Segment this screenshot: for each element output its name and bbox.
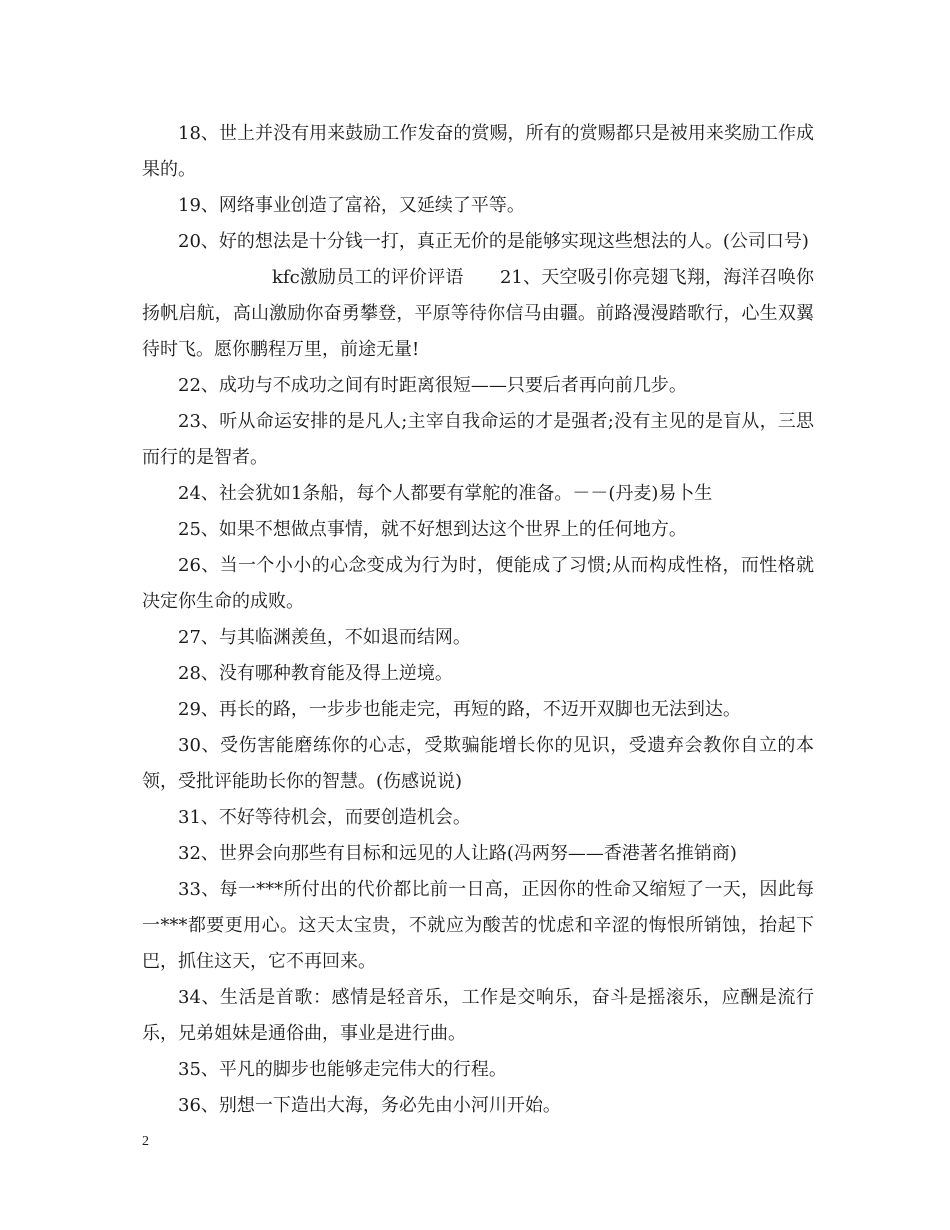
paragraph-33: 33、每一***所付出的代价都比前一日高，正因你的性命又缩短了一天，因此每一***都要更用心。这天太宝贵，不就应为酸苦的忧虑和辛涩的悔恨所销蚀，抬起下巴，抓住这天，它不再回来。 xyxy=(142,879,814,972)
paragraph-30: 30、受伤害能磨练你的心志，受欺骗能增长你的见识，受遗弃会教你自立的本领，受批评能助长你的智慧。(伤感说说) xyxy=(142,735,814,792)
paragraph-35: 35、平凡的脚步也能够走完伟大的行程。 xyxy=(178,1059,507,1080)
paragraph-27: 27、与其临渊羡鱼，不如退而结网。 xyxy=(178,627,471,648)
paragraph-22: 22、成功与不成功之间有时距离很短——只要后者再向前几步。 xyxy=(178,375,687,396)
paragraph-23: 23、听从命运安排的是凡人;主宰自我命运的才是强者;没有主见的是盲从，三思而行的是智者。 xyxy=(142,411,814,468)
paragraph-20: 20、好的想法是十分钱一打，真正无价的是能够实现这些想法的人。(公司口号) xyxy=(178,231,809,252)
paragraph-24: 24、社会犹如1条船，每个人都要有掌舵的准备。－－(丹麦)易卜生 xyxy=(178,483,713,504)
paragraph-36: 36、别想一下造出大海，务必先由小河川开始。 xyxy=(178,1095,561,1116)
paragraph-18: 18、世上并没有用来鼓励工作发奋的赏赐，所有的赏赐都只是被用来奖励工作成果的。 xyxy=(142,123,814,180)
paragraph-25: 25、如果不想做点事情，就不好想到达这个世界上的任何地方。 xyxy=(178,519,687,540)
page-number: 2 xyxy=(142,1134,149,1149)
paragraph-28: 28、没有哪种教育能及得上逆境。 xyxy=(178,663,453,684)
paragraph-32: 32、世界会向那些有目标和远见的人让路(冯两努——香港著名推销商) xyxy=(178,843,737,864)
document-body xyxy=(142,116,814,1124)
paragraph-34: 34、生活是首歌：感情是轻音乐，工作是交响乐，奋斗是摇滚乐，应酬是流行乐，兄弟姐妹是通俗曲，事业是进行曲。 xyxy=(142,987,814,1044)
paragraph-19: 19、网络事业创造了富裕，又延续了平等。 xyxy=(178,195,525,216)
paragraph-31: 31、不好等待机会，而要创造机会。 xyxy=(178,807,471,828)
paragraph-26: 26、当一个小小的心念变成为行为时，便能成了习惯;从而构成性格，而性格就决定你生命的成败。 xyxy=(142,555,814,612)
paragraph-21: kfc激励员工的评价评语 21、天空吸引你亮翅飞翔，海洋召唤你扬帆启航，高山激励你奋勇攀登，平原等待你信马由疆。前路漫漫踏歌行，心生双翼待时飞。愿你鹏程万里，前途无量! xyxy=(142,267,814,360)
paragraph-29: 29、再长的路，一步步也能走完，再短的路，不迈开双脚也无法到达。 xyxy=(178,699,741,720)
